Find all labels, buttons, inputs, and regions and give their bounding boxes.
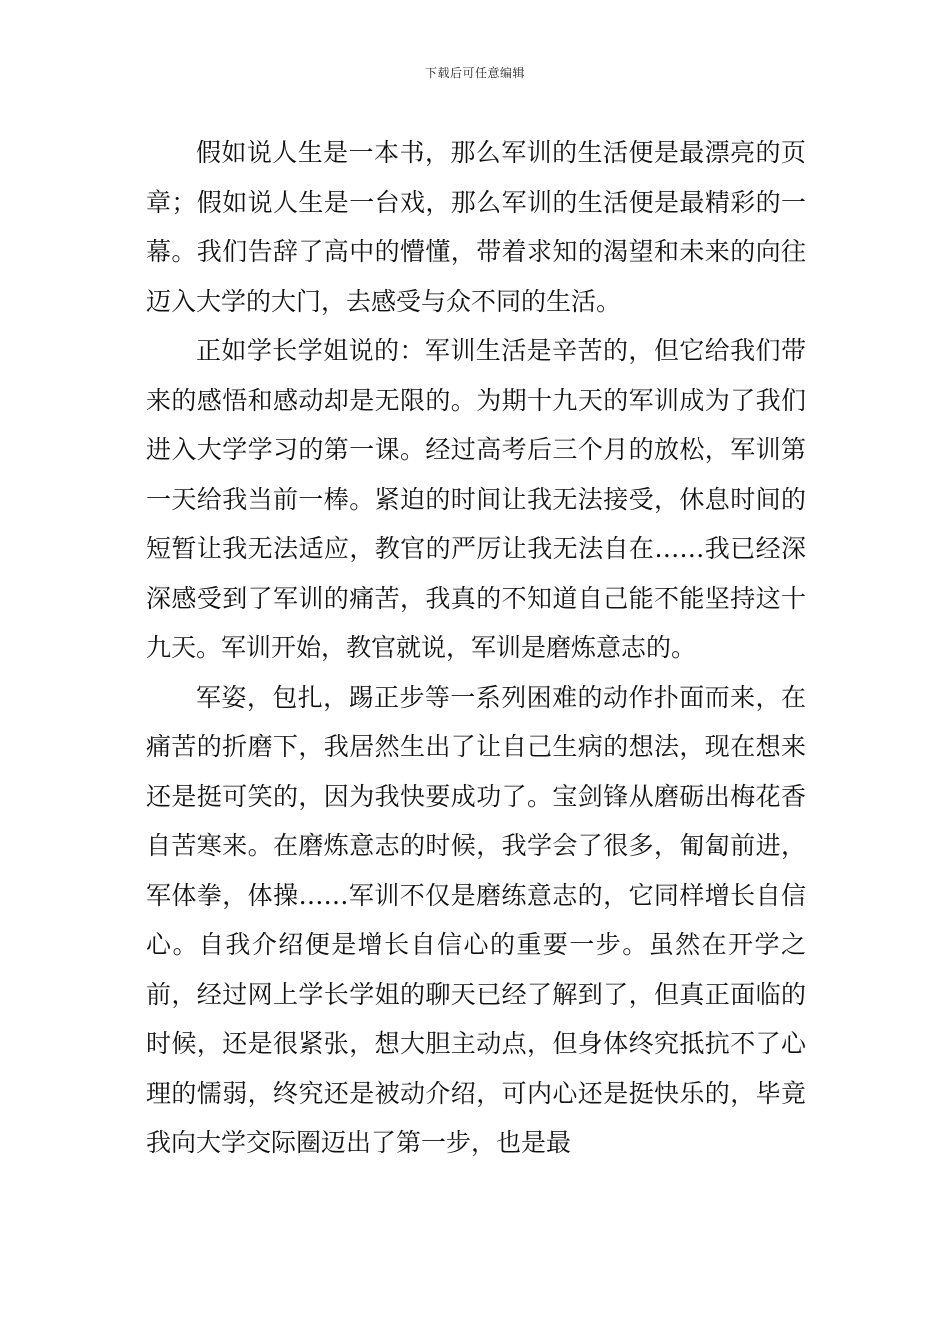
paragraph-3: 军姿，包扎，踢正步等一系列困难的动作扑面而来，在痛苦的折磨下，我居然生出了让自己生病的想法，现在想来还是挺可笑的，因为我快要成功了。宝剑锋从磨砺出梅花香自苦寒来。在磨炼意志的时候，我学会了很多，匍匐前进，军体拳，体操……军训不仅是磨练意志的，它同样增长自信心。自我介绍便是增长自信心的重要一步。虽然在开学之前，经过网上学长学姐的聊天已经了解到了，但真正面临的时候，还是很紧张，想大胆主动点，但身体终究抵抗不了心理的懦弱，终究还是被动介绍，可内心还是挺快乐的，毕竟我向大学交际圈迈出了第一步，也是最 [146, 682, 806, 1157]
paragraph-1: 假如说人生是一本书，那么军训的生活便是最漂亮的页章；假如说人生是一台戏，那么军训的生活便是最精彩的一幕。我们告辞了高中的懵懂，带着求知的渴望和未来的向往迈入大学的大门，去感受与众不同的生活。 [146, 138, 806, 316]
paragraph-2: 正如学长学姐说的：军训生活是辛苦的，但它给我们带来的感悟和感动却是无限的。为期十九天的军训成为了我们进入大学学习的第一课。经过高考后三个月的放松，军训第一天给我当前一棒。紧迫的时间让我无法接受，休息时间的短暂让我无法适应，教官的严厉让我无法自在……我已经深深感受到了军训的痛苦，我真的不知道自己能不能坚持这十九天。军训开始，教官就说，军训是磨炼意志的。 [146, 336, 806, 662]
page-header: 下载后可任意编辑 [424, 66, 525, 80]
document-body [146, 128, 806, 1168]
